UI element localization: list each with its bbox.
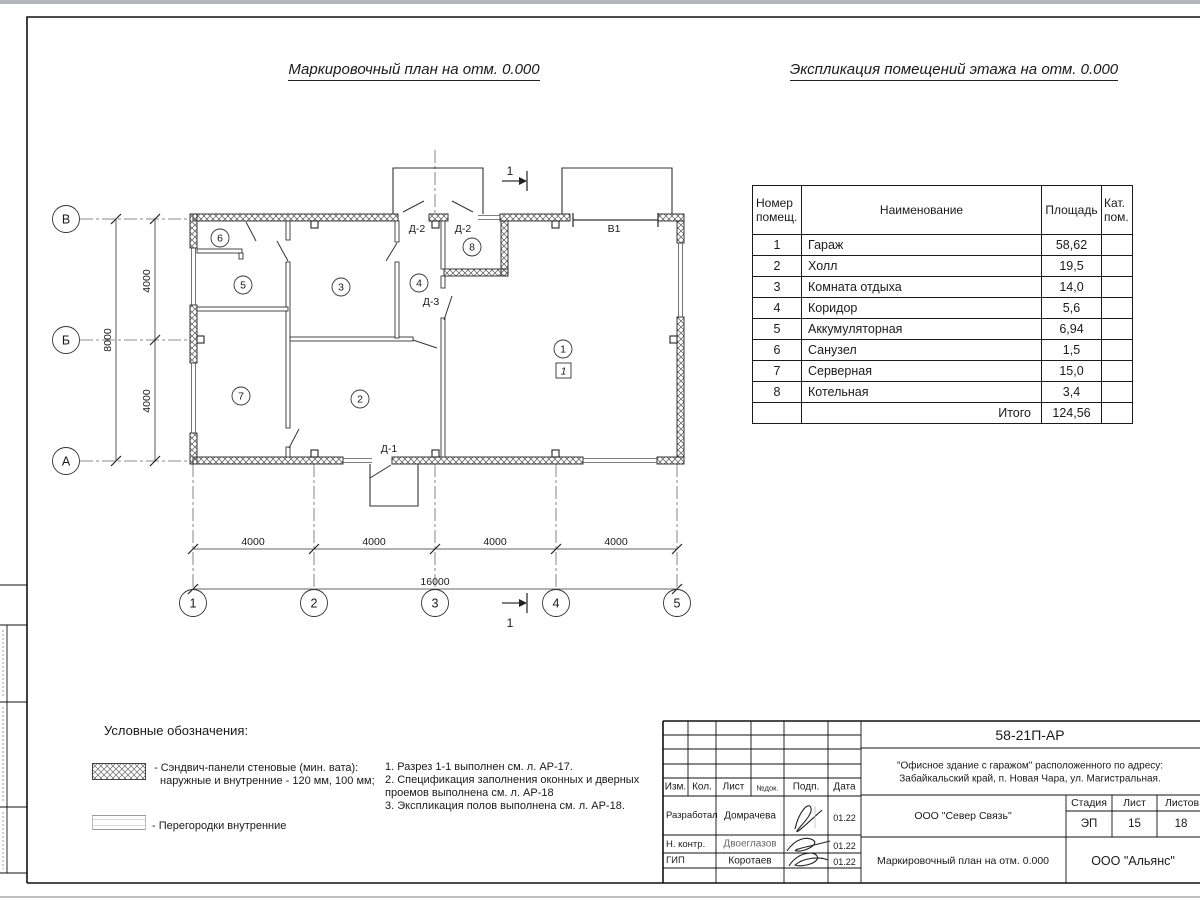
sheets-label: Листов: [1164, 797, 1200, 809]
door-label-d1: Д-1: [380, 443, 398, 455]
axis-v: В: [61, 212, 71, 227]
role-razrabotal: Разработал: [666, 810, 718, 821]
role-nkontr: Н. контр.: [666, 839, 706, 850]
col-header-area: Площадь: [1042, 186, 1102, 235]
dim-4000-3: 4000: [483, 536, 507, 548]
explication-table: [752, 185, 1133, 424]
signature-gip: [789, 853, 828, 866]
org-name: ООО "Север Связь": [914, 810, 1012, 822]
table-row: [753, 340, 1133, 361]
room-3: 3: [338, 281, 344, 294]
signature-razrabotal: [795, 806, 822, 832]
date-3: 01.22: [833, 857, 856, 867]
role-gip: ГИП: [666, 855, 685, 866]
exterior-walls: [190, 214, 684, 464]
table-row: [753, 256, 1133, 277]
company-name: ООО "Альянс": [1091, 854, 1175, 868]
room-cat: [1102, 340, 1133, 361]
room-name: Аккумуляторная: [802, 319, 1042, 340]
room-name: Санузел: [802, 340, 1042, 361]
table-row: [753, 235, 1133, 256]
side-stamp: [0, 585, 27, 873]
floor-plan: [53, 150, 691, 630]
room-cat: [1102, 235, 1133, 256]
room-num: 1: [753, 235, 802, 256]
drawing-name: Маркировочный план на отм. 0.000: [876, 855, 1050, 867]
floor-type-marker: 1: [560, 365, 567, 378]
paper-top-edge: [0, 0, 1200, 4]
room-num: 7: [753, 361, 802, 382]
table-row: [753, 361, 1133, 382]
dim-4000-1: 4000: [241, 536, 265, 548]
doc-number: 58-21П-АР: [995, 727, 1065, 743]
table-row: [753, 277, 1133, 298]
sheet-value: 15: [1128, 818, 1141, 830]
axis-b: Б: [61, 333, 71, 348]
room-num: 8: [753, 382, 802, 403]
name-dvoeglazov: Двоеглазов: [723, 838, 777, 850]
object-address-1: "Офисное здание с гаражом" расположенного по адресу:: [896, 760, 1164, 772]
sheet-label: Лист: [1123, 797, 1146, 809]
total-row: [753, 403, 1133, 424]
room-cat: [1102, 298, 1133, 319]
table-row: [753, 298, 1133, 319]
room-cat: [1102, 361, 1133, 382]
windows: [192, 216, 683, 463]
col-data: Дата: [833, 781, 856, 793]
axis-2: 2: [310, 596, 318, 611]
axis-5: 5: [673, 596, 681, 611]
room-num: 5: [753, 319, 802, 340]
note-line: 2. Спецификация заполнения оконных и дверных: [385, 774, 640, 786]
room-name: Серверная: [802, 361, 1042, 382]
section-label-bottom: 1: [506, 616, 514, 630]
room-8: 8: [469, 241, 475, 254]
door-label-d2b: Д-2: [454, 223, 472, 235]
room-7: 7: [238, 390, 244, 403]
room-cat: [1102, 256, 1133, 277]
columns: [197, 221, 677, 457]
sheet-frame: [27, 17, 1200, 883]
col-izm: Изм.: [664, 781, 687, 793]
col-podp: Подп.: [792, 781, 820, 793]
room-area: 19,5: [1042, 256, 1102, 277]
room-name: Котельная: [802, 382, 1042, 403]
title-block-rules: [663, 721, 1200, 883]
gate-label-v1: В1: [607, 223, 621, 235]
sheets-value: 18: [1174, 818, 1188, 830]
signature-nkontr: [787, 838, 830, 851]
plan-title: Маркировочный план на отм. 0.000: [264, 61, 564, 78]
legend-item1-line1: - Сэндвич-панели стеновые (мин. вата):: [154, 762, 359, 774]
date-2: 01.22: [833, 841, 856, 851]
room-area: 3,4: [1042, 382, 1102, 403]
dim-4000-left-1: 4000: [141, 269, 153, 293]
axis-1: 1: [189, 596, 197, 611]
section-label-top: 1: [506, 164, 514, 178]
room-name: Комната отдыха: [802, 277, 1042, 298]
dimension-labels: [102, 269, 628, 588]
room-name: Холл: [802, 256, 1042, 277]
note-line: 1. Разрез 1-1 выполнен см. л. АР-17.: [385, 761, 573, 773]
axis-a: А: [61, 454, 71, 469]
door-label-d3: Д-3: [422, 296, 440, 308]
room-5: 5: [240, 279, 246, 292]
object-address-2: Забайкальский край, п. Новая Чара, ул. Магистральная.: [899, 773, 1161, 785]
legend-title: Условные обозначения:: [104, 723, 249, 738]
total-cat: [1102, 403, 1133, 424]
room-area: 58,62: [1042, 235, 1102, 256]
room-num: 2: [753, 256, 802, 277]
stage-label: Стадия: [1071, 797, 1107, 809]
col-header-name: Наименование: [802, 186, 1042, 235]
room-cat: [1102, 382, 1133, 403]
dim-4000-2: 4000: [362, 536, 386, 548]
room-1: 1: [560, 343, 566, 356]
note-line: 3. Экспликация полов выполнена см. л. АР-18.: [385, 800, 625, 812]
note-line: проемов выполнена см. л. АР-18: [385, 787, 554, 799]
room-markers: [211, 229, 572, 408]
room-4: 4: [416, 277, 422, 290]
room-num: 3: [753, 277, 802, 298]
col-header-cat: Кат. пом.: [1102, 186, 1133, 235]
room-name: Гараж: [802, 235, 1042, 256]
room-6: 6: [217, 232, 223, 245]
axis-4: 4: [552, 596, 560, 611]
explication-header-row: [753, 186, 1133, 235]
total-label: Итого: [802, 403, 1042, 424]
total-value: 124,56: [1042, 403, 1102, 424]
col-list: Лист: [722, 781, 745, 793]
dim-4000-left-2: 4000: [141, 389, 153, 413]
explication-title: Экспликация помещений этажа на отм. 0.000: [769, 61, 1139, 78]
legend-item1-line2: наружные и внутренние - 120 мм, 100 мм;: [160, 775, 375, 787]
name-domracheva: Домрачева: [724, 810, 776, 822]
door-label-d2a: Д-2: [408, 223, 426, 235]
legend-item2: - Перегородки внутренние: [152, 820, 287, 832]
interior-partitions: [197, 221, 445, 457]
dim-8000: 8000: [102, 328, 114, 352]
col-ndoc: №док.: [756, 783, 779, 793]
dim-4000-4: 4000: [604, 536, 628, 548]
room-area: 6,94: [1042, 319, 1102, 340]
room-name: Коридор: [802, 298, 1042, 319]
dim-16000: 16000: [420, 576, 450, 588]
total-empty: [753, 403, 802, 424]
room-area: 15,0: [1042, 361, 1102, 382]
axis-3: 3: [431, 596, 439, 611]
col-header-num: Номер помещ.: [753, 186, 802, 235]
room-num: 6: [753, 340, 802, 361]
room-cat: [1102, 277, 1133, 298]
room-area: 5,6: [1042, 298, 1102, 319]
room-num: 4: [753, 298, 802, 319]
room-area: 1,5: [1042, 340, 1102, 361]
stage-value: ЭП: [1080, 818, 1098, 830]
date-1: 01.22: [833, 813, 856, 823]
table-row: [753, 382, 1133, 403]
room-cat: [1102, 319, 1133, 340]
col-kol: Кол.: [692, 781, 712, 793]
name-korotaev: Коротаев: [728, 855, 772, 867]
room-area: 14,0: [1042, 277, 1102, 298]
room-2: 2: [357, 393, 363, 406]
table-row: [753, 319, 1133, 340]
